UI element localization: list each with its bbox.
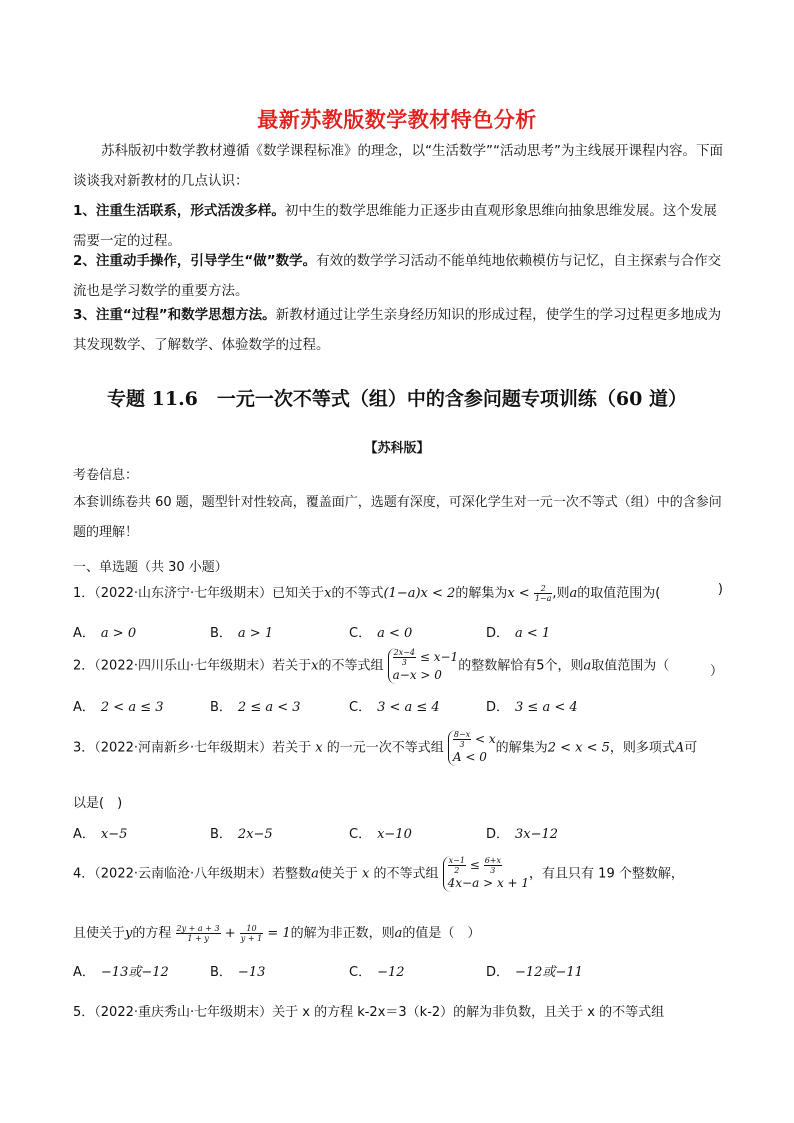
intro-paragraph: 苏科版初中数学教材遵循《数学课程标准》的理念，以“生活数学”“活动思考”为主线展开课程内容。下面谈谈我对新教材的几点认识： <box>73 143 723 189</box>
q3-option-c[interactable]: C． x−10 <box>349 827 412 842</box>
q1-stem-c: 的解集为 <box>455 586 508 601</box>
question-1 <box>73 582 723 606</box>
q4-line-2: 且使关于y的方程 $\frac{2y + a + 3}{1 + y}$ + $\frac{10}{y + 1}$ = 1的解为非正数，则a的值是（ ） <box>73 924 481 943</box>
q1-option-d[interactable]: D． a < 1 <box>486 626 551 641</box>
point-1-heading: 1、注重生活联系，形式活泼多样。 <box>73 203 285 219</box>
info-text: 本套训练卷共 60 题，题型针对性较高，覆盖面广，选题有深度，可深化学生对一元一次不等式（组）中的含参问题的理解！ <box>73 495 722 540</box>
section-heading: 一、单选题（共 30 小题） <box>73 560 228 575</box>
q1-options <box>73 622 723 642</box>
q1-option-a[interactable]: A． a > 0 <box>73 626 137 641</box>
q4-inequality-system: $\frac{x-1}{2}$ ≤ $\frac{6+x}{3}$ 4x−a > x + 1 <box>443 856 529 892</box>
q3-stem-c: 的解集为 <box>495 740 548 756</box>
point-2-text: 有效的数学学习活动不能单纯地依赖模仿与记忆，自主探索与合作交流也是学习数学的重要方法。 <box>73 253 722 299</box>
intro-point-3 <box>73 300 723 360</box>
q1-stem-a: 1．（2022·山东济宁·七年级期末）已知关于 <box>73 586 325 601</box>
point-1-text: 初中生的数学思维能力正逐步由直观形象思维向抽象思维发展。这个发展需要一定的过程。 <box>73 203 717 249</box>
q3-options <box>73 823 723 843</box>
q4-stem-d: ，有且只有 19 个整数解， <box>529 866 684 882</box>
q3-solution: 2 < x < 5 <box>547 740 610 756</box>
edition-label: 【苏科版】 <box>364 441 430 456</box>
q4-eq-fraction-2: $\frac{10}{y + 1}$ <box>240 924 263 943</box>
q4-stem-a: 4．（2022·云南临沧·八年级期末）若整数 <box>73 866 312 882</box>
q1-stem-d: ,则 <box>552 586 570 601</box>
q2-var-x: x <box>311 658 319 674</box>
intro-title: 最新苏教版数学教材特色分析 <box>257 108 537 132</box>
q2-option-d[interactable]: D． 3 ≤ a < 4 <box>486 700 578 715</box>
question-3 <box>73 730 723 770</box>
q4-option-a[interactable]: A． −13或−12 <box>73 965 169 980</box>
q2-option-c[interactable]: C． 3 < a ≤ 4 <box>349 700 440 715</box>
intro-point-2 <box>73 246 723 306</box>
q3-var-x: x <box>315 740 323 756</box>
q3-stem-d: ，则多项式 <box>609 740 675 756</box>
q4-var-y: y <box>125 926 133 941</box>
q2-inequality-system: $\frac{2x-4}{3}$ ≤ x−1 a−x > 0 <box>388 648 459 684</box>
q2-option-a[interactable]: A． 2 < a ≤ 3 <box>73 700 164 715</box>
q4-option-d[interactable]: D． −12或−11 <box>486 965 583 980</box>
point-2-heading: 2、注重动手操作，引导学生“做”数学。 <box>73 253 317 269</box>
q2-var-a: a <box>583 658 592 674</box>
q2-stem-d: 取值范围为（ <box>591 658 670 674</box>
q4-options <box>73 961 723 981</box>
q2-options <box>73 696 723 716</box>
q1-var-x: x <box>324 586 332 601</box>
q4-stem-c: 的不等式组 <box>369 866 439 882</box>
question-4 <box>73 856 723 900</box>
q4-var-a-2: a <box>394 926 403 941</box>
q2-option-b[interactable]: B． 2 ≤ a < 3 <box>210 700 301 715</box>
info-label: 考卷信息： <box>73 468 139 483</box>
point-3-text: 新教材通过让学生亲身经历知识的形成过程，使学生的学习过程更多地成为其发现数学、了解数学、体验数学的过程。 <box>73 307 722 353</box>
q3-stem-a: 3．（2022·河南新乡·七年级期末）若关于 <box>73 740 316 756</box>
q4-option-c[interactable]: C． −12 <box>349 965 405 980</box>
q1-answer-paren: ) <box>717 582 723 597</box>
q3-stem-e: 可 <box>684 740 698 756</box>
q1-stem-e: 的取值范围为( <box>577 586 661 601</box>
exam-title: 专题 11.6 一元一次不等式（组）中的含参问题专项训练（60 道） <box>107 388 687 410</box>
question-2 <box>73 648 723 688</box>
q3-option-d[interactable]: D． 3x−12 <box>486 827 559 842</box>
q1-option-c[interactable]: C． a < 0 <box>349 626 413 641</box>
q3-var-a: A <box>674 740 685 756</box>
q2-stem-a: 2．（2022·四川乐山·七年级期末）若关于 <box>73 658 312 674</box>
question-5: 5．（2022·重庆秀山·七年级期末）关于 x 的方程 k-2x＝3（k-2）的解为非负数，且关于 x 的不等式组 <box>73 1005 665 1020</box>
q2-stem-c: 的整数解恰有5个，则 <box>458 658 584 674</box>
q4-var-a: a <box>311 866 319 882</box>
q1-solution-left: x < <box>507 586 530 601</box>
q2-stem-b: 的不等式组 <box>318 658 384 674</box>
q1-solution-fraction: $\frac{2}{1-a}$ <box>534 584 552 603</box>
q4-stem-b: 使关于 <box>318 866 363 882</box>
q4-var-x: x <box>362 866 370 882</box>
q4-option-b[interactable]: B． −13 <box>210 965 266 980</box>
q1-option-b[interactable]: B． a > 1 <box>210 626 274 641</box>
q4-eq-fraction-1: $\frac{2y + a + 3}{1 + y}$ <box>176 924 220 943</box>
q3-option-b[interactable]: B． 2x−5 <box>210 827 273 842</box>
q1-inequality: (1−a)x < 2 <box>383 586 456 601</box>
q2-answer-paren: ） <box>709 664 723 679</box>
q3-option-a[interactable]: A． x−5 <box>73 827 128 842</box>
q1-stem-b: 的不等式 <box>331 586 384 601</box>
point-3-heading: 3、注重“过程”和数学思想方法。 <box>73 307 276 323</box>
q3-stem-b: 的一元一次不等式组 <box>322 740 444 756</box>
q3-inequality-system: $\frac{8-x}{3}$ < x A < 0 <box>448 730 496 766</box>
q1-var-a: a <box>569 586 578 601</box>
q3-line-2: 以是( ) <box>73 796 123 811</box>
